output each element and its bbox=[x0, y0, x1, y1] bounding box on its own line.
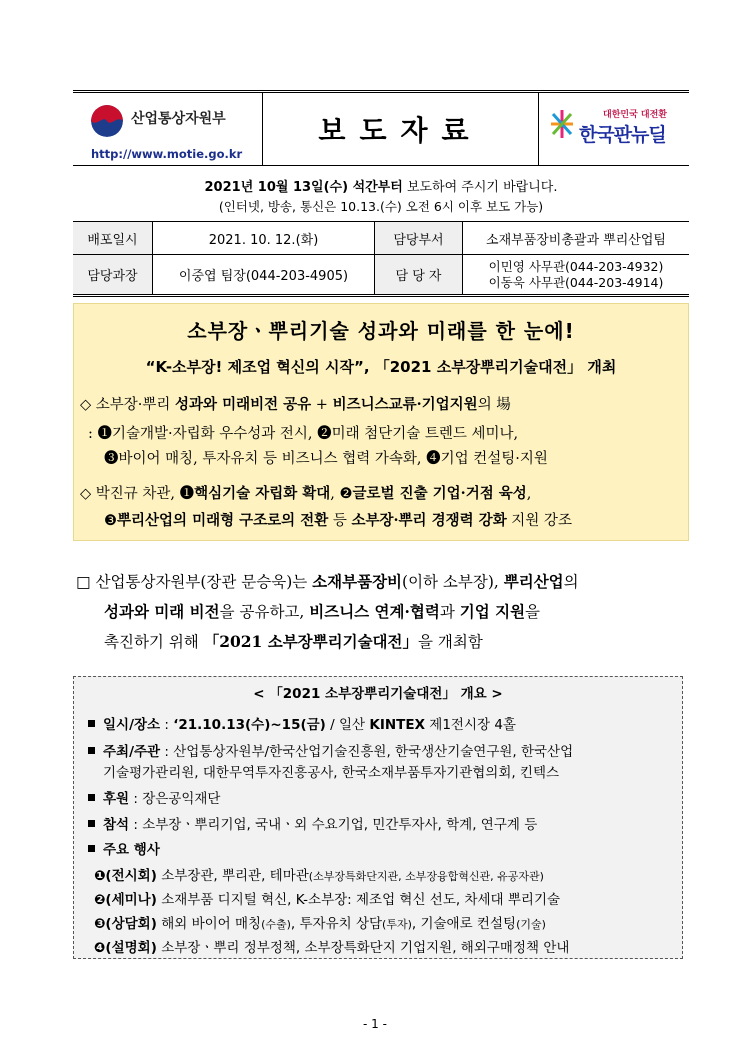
summary-line-4: ◇ 박진규 차관, ❶핵심기술 자립화 확대, ❷글로벌 진출 기업·거점 육성, bbox=[80, 485, 532, 502]
summary-line-3: ❸바이어 매칭, 투자유치 등 비즈니스 협력 가속화, ❹기업 컨설팅·지원 bbox=[104, 451, 548, 467]
staff-label: 담 당 자 bbox=[375, 255, 463, 294]
subheadline: “K-소부장! 제조업 혁신의 시작”, 「2021 소부장뿌리기술대전」 개최 bbox=[145, 358, 617, 376]
overview-title: < 「2021 소부장뿌리기술대전」 개요 > bbox=[253, 686, 503, 702]
dist-date-label: 배포일시 bbox=[73, 222, 153, 254]
dept-label: 담당부서 bbox=[375, 222, 463, 254]
bullet-square-icon bbox=[88, 747, 95, 754]
bullet-square-icon bbox=[88, 820, 95, 827]
newdeal-logo-icon bbox=[549, 108, 575, 140]
embargo-notice bbox=[73, 166, 689, 222]
bullet-square-icon bbox=[88, 845, 95, 852]
motie-emblem-icon bbox=[91, 105, 123, 137]
press-header bbox=[73, 90, 689, 166]
overview-participants: 참석 : 소부장ㆍ뿌리기업, 국내ㆍ외 수요기업, 민간투자사, 학계, 연구계 등 bbox=[88, 813, 537, 833]
event-1: ❶(전시회) 소부장관, 뿌리관, 테마관(소부장특화단지관, 소부장융합혁신관, 유공자관) bbox=[94, 868, 544, 884]
ministry-url[interactable]: http://www.motie.go.kr bbox=[91, 147, 243, 161]
bullet-square-icon bbox=[88, 720, 95, 727]
event-3: ❸(상담회) 해외 바이어 매칭(수출), 투자유치 상담(투자), 기술애로 컨설팅(기술) bbox=[94, 916, 546, 932]
body-line-1: □ 산업통상자원부(장관 문승욱)는 소재부품장비(이하 소부장), 뿌리산업의 bbox=[76, 572, 579, 591]
doc-type-title: 보도자료 bbox=[318, 114, 483, 147]
embargo-line-2: (인터넷, 방송, 통신은 10.13.(수) 오전 6시 이후 보도 가능) bbox=[218, 199, 544, 214]
embargo-line-1: 2021년 10월 13일(수) 석간부터 보도하여 주시기 바랍니다. bbox=[204, 180, 558, 195]
newdeal-title: 한국판뉴딜 bbox=[579, 124, 666, 146]
info-row-1 bbox=[73, 222, 689, 255]
dept: 소재부품장비총괄과 뿌리산업팀 bbox=[463, 222, 689, 254]
summary-line-1: ◇ 소부장·뿌리 성과와 미래비전 공유 + 비즈니스교류·기업지원의 場 bbox=[80, 396, 511, 413]
newdeal-logo-block bbox=[539, 93, 689, 165]
ministry-block bbox=[73, 93, 263, 165]
staff-2: 이동욱 사무관(044-203-4914) bbox=[488, 274, 664, 290]
doc-type-block bbox=[263, 93, 539, 165]
summary-box bbox=[73, 303, 689, 541]
newdeal-subtitle: 대한민국 대전환 bbox=[603, 110, 667, 120]
bullet-square-icon bbox=[88, 794, 95, 801]
page-number: - 1 - bbox=[363, 1017, 387, 1031]
manager: 이중엽 팀장(044-203-4905) bbox=[153, 255, 375, 294]
overview-host: 주최/주관 : 산업통상자원부/한국산업기술진흥원, 한국생산기술연구원, 한국산업 bbox=[88, 740, 573, 760]
summary-line-2: : ❶기술개발·자립화 우수성과 전시, ❷미래 첨단기술 트렌드 세미나, bbox=[88, 426, 519, 442]
overview-sponsor: 후원 : 장은공익재단 bbox=[88, 787, 220, 807]
staff-1: 이민영 사무관(044-203-4932) bbox=[488, 258, 664, 274]
overview-date: 일시/장소 : ‘21.10.13(수)~15(금) / 일산 KINTEX 제1전시장 4홀 bbox=[88, 713, 516, 733]
overview-events-label: 주요 행사 bbox=[88, 838, 160, 858]
staff-list bbox=[463, 255, 689, 294]
body-line-2: 성과와 미래 비전을 공유하고, 비즈니스 연계·협력과 기업 지원을 bbox=[104, 602, 541, 621]
summary-line-5: ❸뿌리산업의 미래형 구조로의 전환 등 소부장·뿌리 경쟁력 강화 지원 강조 bbox=[104, 512, 572, 529]
overview-box bbox=[73, 676, 683, 959]
body-line-3: 촉진하기 위해 「2021 소부장뿌리기술대전」을 개최함 bbox=[104, 632, 483, 651]
dist-date: 2021. 10. 12.(화) bbox=[153, 222, 375, 254]
event-4: ❹(설명회) 소부장ㆍ뿌리 정부정책, 소부장특화단지 기업지원, 해외구매정책 안내 bbox=[94, 940, 570, 956]
ministry-name: 산업통상자원부 bbox=[131, 111, 226, 127]
info-row-2 bbox=[73, 255, 689, 297]
overview-host-cont: 기술평가관리원, 대한무역투자진흥공사, 한국소재부품투자기관협의회, 킨텍스 bbox=[103, 765, 560, 781]
headline: 소부장ㆍ뿌리기술 성과와 미래를 한 눈에! bbox=[187, 319, 575, 343]
event-2: ❷(세미나) 소재부품 디지털 혁신, K-소부장: 제조업 혁신 선도, 차세대 뿌리기술 bbox=[94, 892, 561, 908]
manager-label: 담당과장 bbox=[73, 255, 153, 294]
